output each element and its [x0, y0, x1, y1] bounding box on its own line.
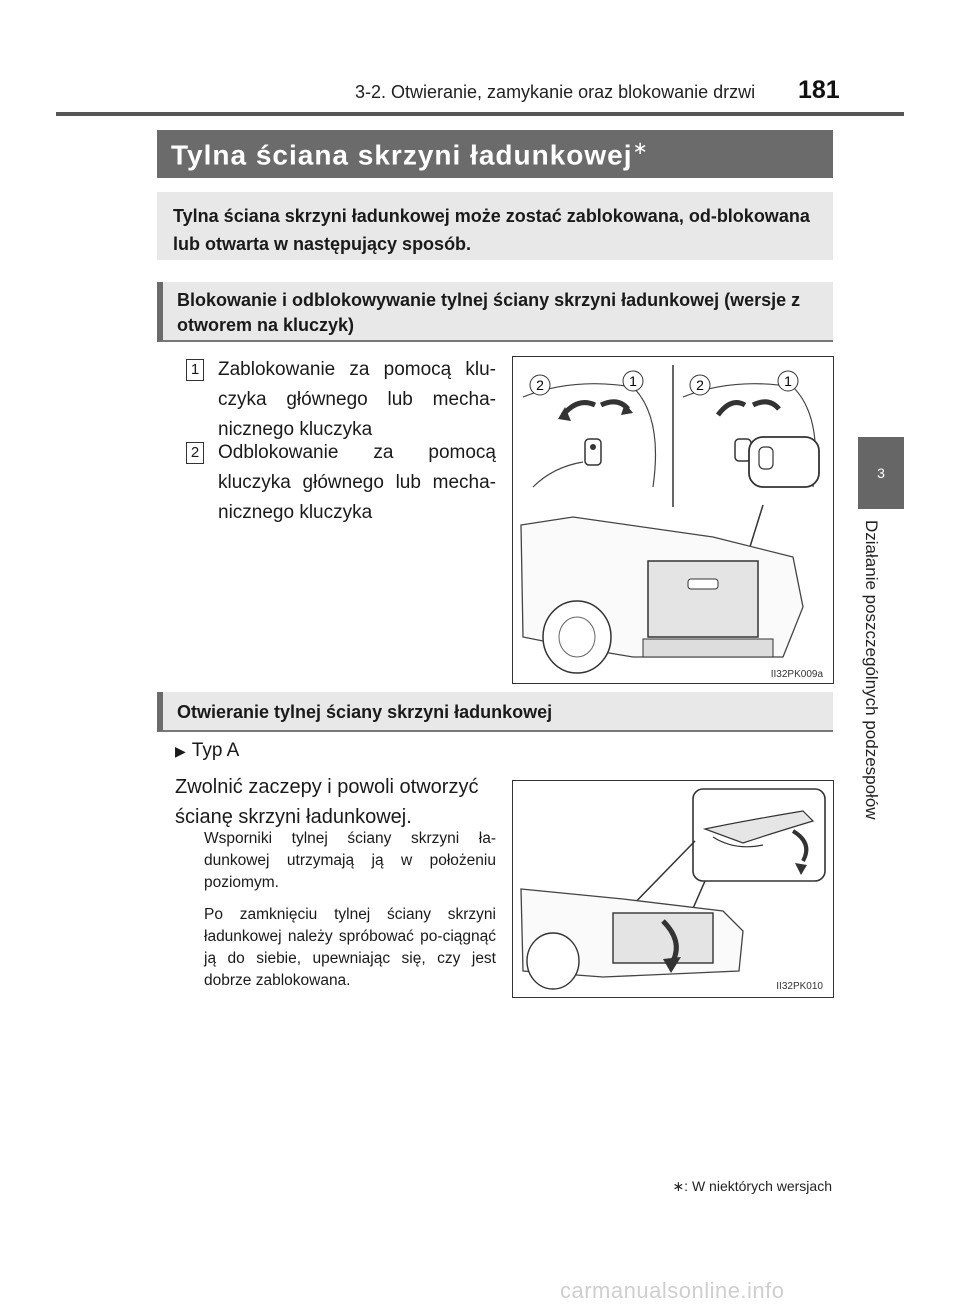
- note-text: Wsporniki tylnej ściany skrzyni ła-dunkowej utrzymają ją w położeniu poziomym.: [204, 830, 496, 891]
- section-heading-opening: [157, 692, 833, 732]
- type-label-text: Typ A: [191, 740, 240, 761]
- callout-label: 2: [696, 377, 704, 393]
- footnote: [640, 1178, 832, 1195]
- chapter-tab-number: 3: [858, 437, 904, 509]
- watermark-text: carmanualsonline.info: [560, 1278, 785, 1303]
- note-text: Po zamknięciu tylnej ściany skrzyni ładunkowej należy spróbować po-ciągnąć ją do siebie, upewniając się, czy jest dobrze zablokowana.: [204, 906, 496, 989]
- figure-code: II32PK009a: [770, 669, 823, 680]
- intro-box: [157, 192, 833, 260]
- triangle-bullet-icon: ▶: [175, 743, 186, 759]
- figure-code: II32PK010: [776, 981, 823, 992]
- step-text: Zablokowanie za pomocą klu-czyka głównego lub mecha-nicznego kluczyka: [218, 359, 496, 440]
- section-heading-locking: [157, 282, 833, 342]
- callout-label: 1: [629, 373, 637, 389]
- page-number: 181: [798, 76, 840, 104]
- step-text: Odblokowanie za pomocą kluczyka głównego lub mecha-nicznego kluczyka: [218, 442, 496, 523]
- page-title-text: Tylna ściana skrzyni ładunkowej: [171, 139, 633, 171]
- step-item-lock: [186, 355, 496, 447]
- type-label: [175, 740, 239, 762]
- instruction-text: Zwolnić zaczepy i powoli otworzyć ścianę skrzyni ładunkowej.: [175, 776, 479, 828]
- footnote-marker: ∗: [672, 1178, 685, 1194]
- callout-labels: [530, 371, 798, 395]
- step-number: 1: [186, 359, 204, 381]
- step-number: 2: [186, 442, 204, 464]
- chapter-tab-label: [845, 520, 917, 840]
- keyhole-illustration: [513, 357, 833, 683]
- section-heading-locking-text: Blokowanie i odblokowywanie tylnej ściany skrzyni ładunkowej (wersje z otworem na kluczyk): [177, 290, 801, 335]
- intro-text: Tylna ściana skrzyni ładunkowej może zostać zablokowana, od-blokowana lub otwarta w następujący sposób.: [173, 206, 810, 254]
- footnote-text: : W niektórych wersjach: [684, 1178, 832, 1194]
- chapter-tab-label-text: Działanie poszczególnych podzespołów: [862, 520, 881, 820]
- callout-label: 2: [536, 377, 544, 393]
- figure-keyhole-lock: [512, 356, 834, 684]
- header-rule: [56, 112, 904, 116]
- section-heading-opening-text: Otwieranie tylnej ściany skrzyni ładunkowej: [177, 702, 553, 722]
- running-header-section: 3-2. Otwieranie, zamykanie oraz blokowanie drzwi: [355, 82, 756, 102]
- page-title: [157, 130, 833, 178]
- callout-label: 1: [784, 373, 792, 389]
- page-title-marker: ∗: [632, 138, 649, 158]
- step-item-unlock: [186, 438, 496, 538]
- tailgate-opening-illustration: [513, 781, 833, 997]
- figure-tailgate-opening: [512, 780, 834, 998]
